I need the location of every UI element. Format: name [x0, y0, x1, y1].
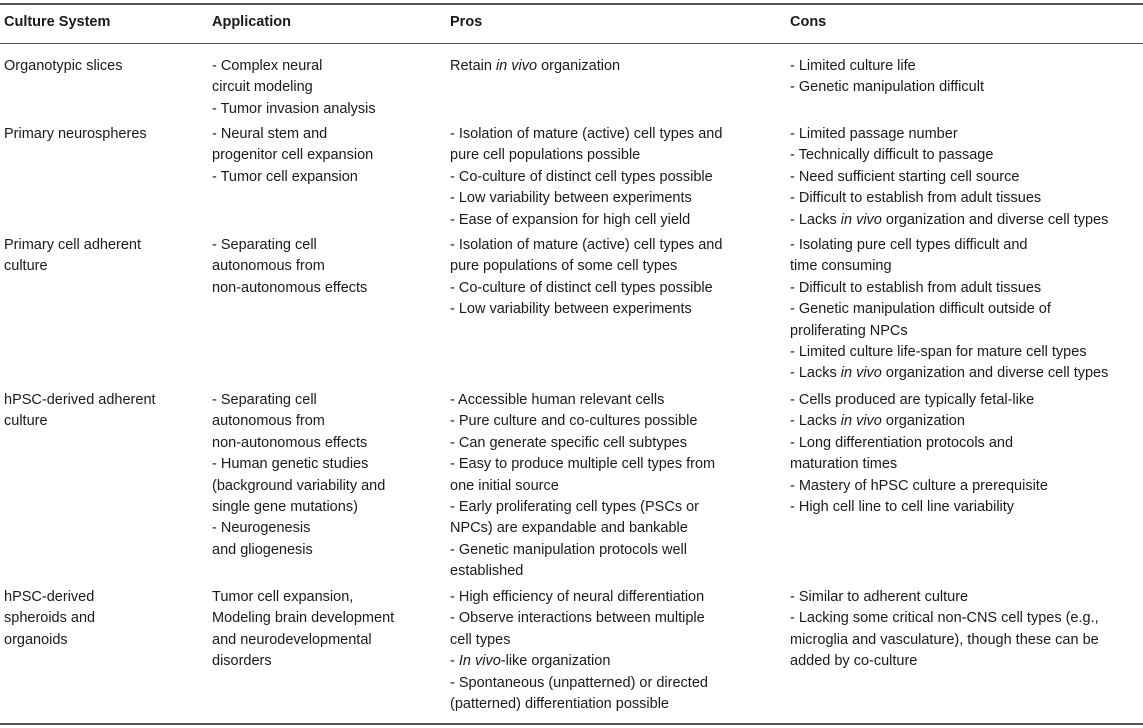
cell-application — [212, 587, 442, 673]
text-line: disorders — [212, 653, 272, 670]
bottom-rule — [0, 723, 1143, 725]
cell-application — [212, 56, 442, 120]
text-line: - Isolating pure cell types difficult and — [790, 237, 1028, 253]
text-line: Tumor cell expansion, — [212, 589, 354, 605]
cell-culture-system — [4, 56, 204, 77]
header-cons: Cons — [790, 14, 827, 30]
text-line: - Co-culture of distinct cell types possible — [450, 168, 713, 185]
text-line: - Genetic manipulation difficult outside of — [790, 301, 1051, 318]
text-line: microglia and vasculature), though these can be — [790, 631, 1099, 648]
text-line: - Tumor invasion analysis — [212, 100, 376, 117]
text-line: progenitor cell expansion — [212, 147, 374, 164]
text-line: - High cell line to cell line variability — [790, 498, 1015, 515]
text-line: - Lacks in vivo organization and diverse cell types — [790, 211, 1109, 228]
text-line: - Neural stem and — [212, 126, 328, 142]
cell-culture-system — [4, 390, 204, 433]
text-line: single gene mutations) — [212, 498, 358, 515]
cell-cons — [790, 124, 1140, 231]
text-line: one initial source — [450, 477, 559, 494]
text-line: autonomous from — [212, 413, 325, 430]
header-pros: Pros — [450, 14, 483, 30]
text-line: - Human genetic studies — [212, 456, 369, 473]
text-line: (patterned) differentiation possible — [450, 695, 669, 712]
text-line: - In vivo-like organization — [450, 653, 611, 670]
cell-cons — [790, 587, 1140, 673]
cell-pros — [450, 587, 780, 715]
cell-pros — [450, 124, 780, 231]
text-line: - Spontaneous (unpatterned) or directed — [450, 674, 708, 691]
text-line: - Lacks in vivo organization and diverse cell types — [790, 365, 1109, 382]
italic-term: in vivo — [495, 58, 538, 74]
text-line: proliferating NPCs — [790, 322, 908, 339]
text-line: - Complex neural — [212, 58, 323, 74]
cell-culture-system — [4, 124, 204, 145]
text-line: spheroids and — [4, 610, 96, 627]
italic-term: in vivo — [840, 413, 882, 430]
text-line: - Limited passage number — [790, 126, 958, 142]
text-line: - Difficult to establish from adult tissues — [790, 279, 1042, 296]
text-line: - Cells produced are typically fetal-like — [790, 392, 1035, 408]
text-line: - Separating cell — [212, 392, 317, 408]
header-culture-system: Culture System — [4, 14, 111, 30]
cell-culture-system — [4, 587, 204, 651]
cell-application — [212, 390, 442, 561]
text-line: - Tumor cell expansion — [212, 168, 358, 185]
text-line: Organotypic slices — [4, 58, 123, 74]
text-line: cell types — [450, 631, 511, 648]
text-line: organoids — [4, 631, 68, 648]
cell-pros — [450, 56, 780, 77]
cell-application — [212, 235, 442, 299]
text-line: and neurodevelopmental — [212, 631, 372, 648]
text-line: culture — [4, 258, 48, 275]
text-line: - Lacks in vivo organization — [790, 413, 965, 430]
text-line: - Isolation of mature (active) cell types and — [450, 126, 723, 142]
text-line: hPSC-derived — [4, 589, 95, 605]
text-line: autonomous from — [212, 258, 325, 275]
text-line: hPSC-derived adherent — [4, 392, 156, 408]
text-line: - Difficult to establish from adult tissues — [790, 190, 1042, 207]
text-line: pure cell populations possible — [450, 147, 641, 164]
text-line: - Long differentiation protocols and — [790, 434, 1014, 451]
text-line: non-autonomous effects — [212, 279, 368, 296]
text-line: - Low variability between experiments — [450, 190, 692, 207]
text-line: - Easy to produce multiple cell types from — [450, 456, 716, 473]
italic-term: In vivo — [458, 653, 501, 670]
text-line: - Separating cell — [212, 237, 317, 253]
text-line: non-autonomous effects — [212, 434, 368, 451]
text-line: - Low variability between experiments — [450, 301, 692, 318]
text-line: - Limited culture life-span for mature cell types — [790, 343, 1087, 360]
cell-cons — [790, 235, 1140, 385]
text-line: - Technically difficult to passage — [790, 147, 994, 164]
text-line: - Observe interactions between multiple — [450, 610, 705, 627]
text-line: established — [450, 563, 524, 580]
text-line: Modeling brain development — [212, 610, 395, 627]
text-line: - Need sufficient starting cell source — [790, 168, 1020, 185]
text-line: added by co-culture — [790, 653, 918, 670]
header-application: Application — [212, 14, 291, 30]
text-line: - Lacking some critical non-CNS cell types (e.g., — [790, 610, 1099, 627]
text-line: time consuming — [790, 258, 892, 275]
text-line: Primary neurospheres — [4, 126, 147, 142]
text-line: - Genetic manipulation protocols well — [450, 541, 687, 558]
text-line: circuit modeling — [212, 79, 313, 96]
text-line: - Early proliferating cell types (PSCs or — [450, 498, 699, 515]
italic-term: in vivo — [840, 365, 882, 382]
top-rule — [0, 3, 1143, 5]
text-line: - Pure culture and co-cultures possible — [450, 413, 698, 430]
text-line: - Ease of expansion for high cell yield — [450, 211, 691, 228]
text-line: (background variability and — [212, 477, 386, 494]
text-line: culture — [4, 413, 48, 430]
text-line: - High efficiency of neural differentiation — [450, 589, 705, 605]
text-line: maturation times — [790, 456, 898, 473]
text-line: pure populations of some cell types — [450, 258, 678, 275]
text-line: Retain in vivo organization — [450, 58, 621, 74]
cell-cons — [790, 56, 1140, 99]
cell-culture-system — [4, 235, 204, 278]
text-line: - Accessible human relevant cells — [450, 392, 665, 408]
text-line: - Similar to adherent culture — [790, 589, 969, 605]
text-line: - Mastery of hPSC culture a prerequisite — [790, 477, 1048, 494]
text-line: - Neurogenesis — [212, 520, 311, 537]
cell-cons — [790, 390, 1140, 518]
text-line: - Isolation of mature (active) cell types and — [450, 237, 723, 253]
cell-application — [212, 124, 442, 188]
text-line: - Genetic manipulation difficult — [790, 79, 984, 96]
text-line: NPCs) are expandable and bankable — [450, 520, 688, 537]
text-line: Primary cell adherent — [4, 237, 141, 253]
cell-pros — [450, 235, 780, 321]
italic-term: in vivo — [840, 211, 882, 228]
text-line: - Can generate specific cell subtypes — [450, 434, 687, 451]
text-line: - Co-culture of distinct cell types possible — [450, 279, 713, 296]
text-line: and gliogenesis — [212, 541, 313, 558]
text-line: - Limited culture life — [790, 58, 916, 74]
cell-pros — [450, 390, 780, 583]
header-rule — [0, 43, 1143, 44]
